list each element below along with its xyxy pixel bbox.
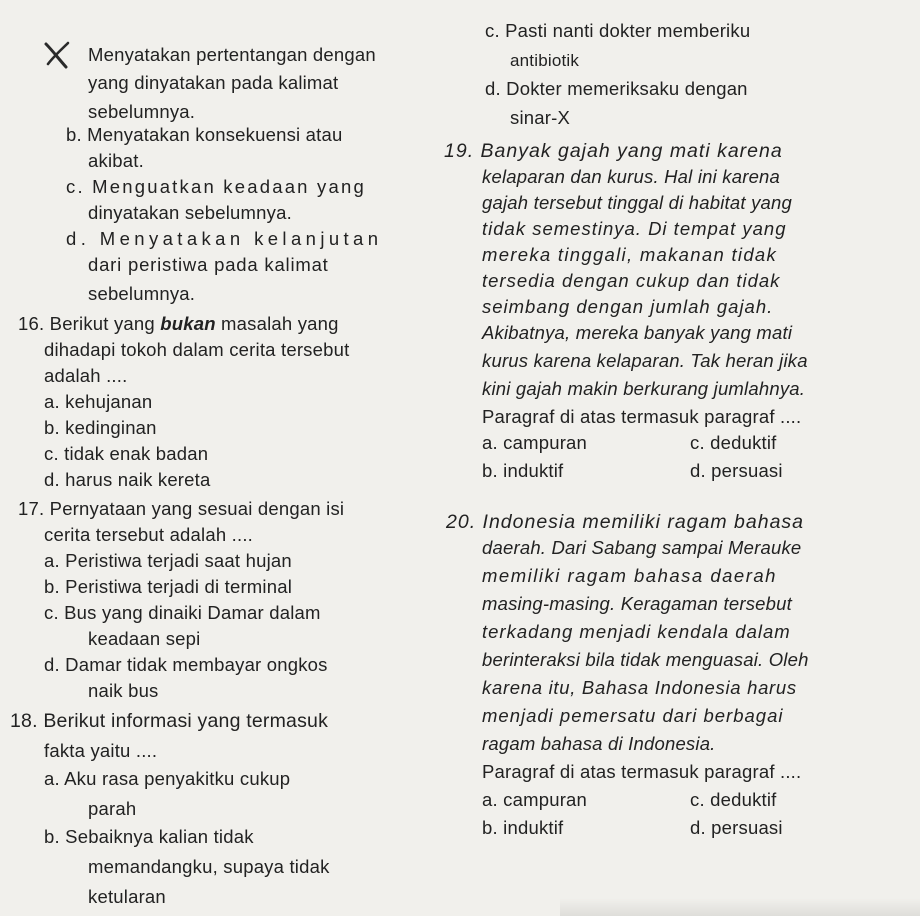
q20-paragraph-line4: masing-masing. Keragaman tersebut	[482, 593, 792, 614]
q18-stem-line1: 18. Berikut informasi yang termasuk	[10, 710, 329, 732]
q15-option-a-line2: yang dinyatakan pada kalimat	[88, 72, 339, 93]
q17-option-c-line2: keadaan sepi	[88, 628, 201, 649]
q19-paragraph-line6: tersedia dengan cukup dan tidak	[482, 270, 781, 291]
q17-stem-line2: cerita tersebut adalah ....	[44, 524, 254, 545]
q15-option-b-line1: b. Menyatakan konsekuensi atau	[66, 124, 343, 145]
q19-option-d: d. persuasi	[690, 460, 783, 481]
q20-option-d: d. persuasi	[690, 817, 783, 838]
q15-option-b-line2: akibat.	[88, 150, 144, 171]
q18-option-b-line2: memandangku, supaya tidak	[88, 856, 330, 877]
q16-stem-line3: adalah ....	[44, 365, 128, 386]
q20-paragraph-line2: daerah. Dari Sabang sampai Merauke	[482, 537, 802, 558]
q20-paragraph-line3: memiliki ragam bahasa daerah	[482, 565, 777, 586]
q20-paragraph-line9: ragam bahasa di Indonesia.	[482, 733, 716, 754]
q18-option-c-line1: c. Pasti nanti dokter memberiku	[485, 20, 751, 41]
q17-option-c-line1: c. Bus yang dinaiki Damar dalam	[44, 602, 321, 623]
q15-option-d-line1: d. Menyatakan kelanjutan	[66, 228, 383, 249]
q18-option-a-line1: a. Aku rasa penyakitku cukup	[44, 768, 291, 789]
q19-paragraph-line1: 19. Banyak gajah yang mati karena	[444, 140, 783, 162]
q18-option-b-line3: ketularan	[88, 886, 166, 907]
q20-question: Paragraf di atas termasuk paragraf ....	[482, 761, 802, 782]
q16-option-c: c. tidak enak badan	[44, 443, 209, 464]
q20-paragraph-line1: 20. Indonesia memiliki ragam bahasa	[446, 511, 805, 533]
q20-paragraph-line5: terkadang menjadi kendala dalam	[482, 621, 791, 642]
q19-paragraph-line5: mereka tinggali, makanan tidak	[482, 244, 778, 265]
q17-option-d-line1: d. Damar tidak membayar ongkos	[44, 654, 328, 675]
q19-paragraph-line8: Akibatnya, mereka banyak yang mati	[482, 322, 793, 343]
q15-option-c-line1: c. Menguatkan keadaan yang	[66, 176, 366, 197]
q19-paragraph-line2: kelaparan dan kurus. Hal ini karena	[482, 166, 781, 187]
q20-paragraph-line7: karena itu, Bahasa Indonesia harus	[482, 677, 797, 698]
q15-option-d-line3: sebelumnya.	[88, 283, 196, 304]
q20-option-b: b. induktif	[482, 817, 564, 838]
q16-stem-line2: dihadapi tokoh dalam cerita tersebut	[44, 339, 350, 360]
q20-option-a: a. campuran	[482, 789, 588, 810]
q19-paragraph-line4: tidak semestinya. Di tempat yang	[482, 218, 787, 239]
q16-option-b: b. kedinginan	[44, 417, 157, 438]
q16-option-d: d. harus naik kereta	[44, 469, 211, 490]
q20-paragraph-line8: menjadi pemersatu dari berbagai	[482, 705, 784, 726]
q15-option-a-line3: sebelumnya.	[88, 101, 196, 122]
q16-emphasis-word: bukan	[160, 313, 216, 334]
q19-option-c: c. deduktif	[690, 432, 777, 453]
q16-stem-line1: 16. Berikut yang bukan masalah yang	[18, 313, 339, 334]
q19-paragraph-line10: kini gajah makin berkurang jumlahnya.	[482, 378, 806, 399]
q16-option-a: a. kehujanan	[44, 391, 153, 412]
q19-option-a: a. campuran	[482, 432, 588, 453]
q18-option-c-line2: antibiotik	[510, 51, 580, 70]
q17-option-d-line2: naik bus	[88, 680, 159, 701]
q19-paragraph-line7: seimbang dengan jumlah gajah.	[482, 296, 774, 317]
q18-option-d-line1: d. Dokter memeriksaku dengan	[485, 78, 748, 99]
q18-stem-line2: fakta yaitu ....	[44, 740, 158, 761]
q17-option-b: b. Peristiwa terjadi di terminal	[44, 576, 293, 597]
q15-option-d-line2: dari peristiwa pada kalimat	[88, 254, 329, 275]
q15-option-a-line1: Menyatakan pertentangan dengan	[88, 44, 376, 65]
q18-option-d-line2: sinar-X	[510, 107, 570, 128]
q19-paragraph-line3: gajah tersebut tinggal di habitat yang	[482, 192, 792, 213]
q19-question: Paragraf di atas termasuk paragraf ....	[482, 406, 802, 427]
q18-option-a-line2: parah	[88, 798, 137, 819]
q20-option-c: c. deduktif	[690, 789, 777, 810]
page-edge-shadow	[560, 898, 920, 916]
handwritten-cross-mark	[42, 40, 74, 70]
q19-option-b: b. induktif	[482, 460, 564, 481]
q17-option-a: a. Peristiwa terjadi saat hujan	[44, 550, 292, 571]
q15-option-c-line2: dinyatakan sebelumnya.	[88, 202, 292, 223]
q20-paragraph-line6: berinteraksi bila tidak menguasai. Oleh	[482, 649, 809, 670]
q19-paragraph-line9: kurus karena kelaparan. Tak heran jika	[482, 350, 808, 371]
q17-stem-line1: 17. Pernyataan yang sesuai dengan isi	[18, 498, 345, 519]
q18-option-b-line1: b. Sebaiknya kalian tidak	[44, 826, 254, 847]
